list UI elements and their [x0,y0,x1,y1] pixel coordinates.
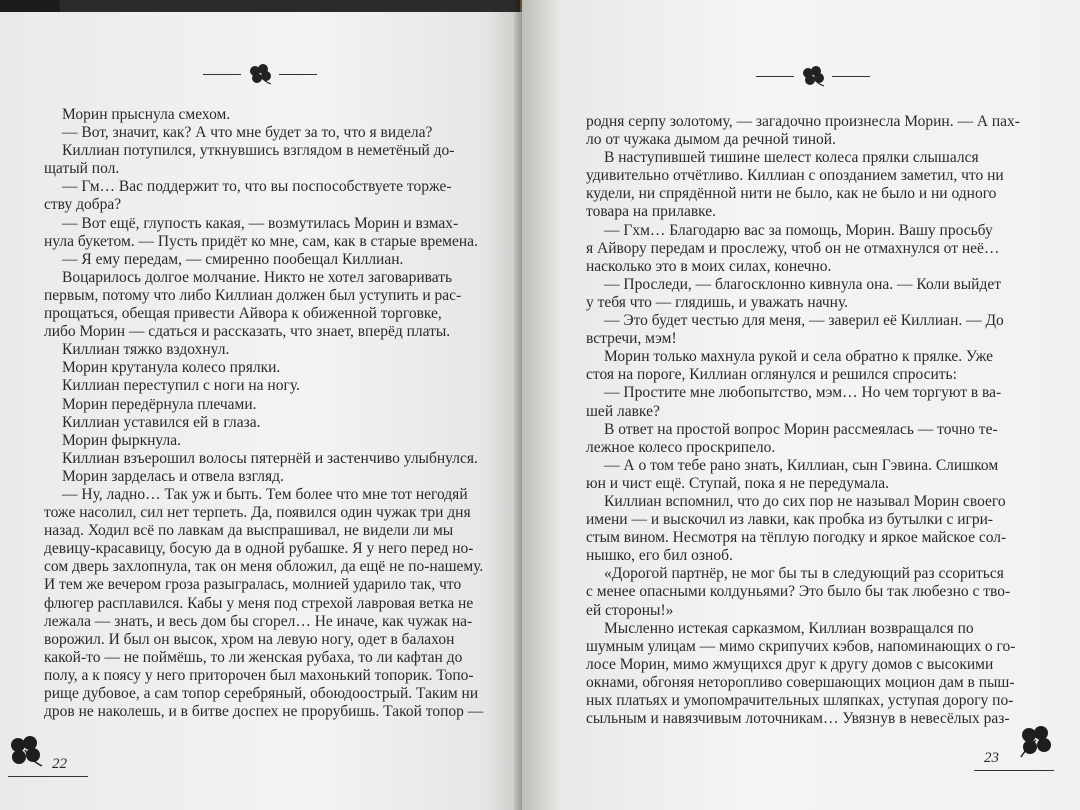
text-line: Морин прыснула смехом. [62,106,231,123]
text-line: нула букетом. — Пусть придёт ко мне, сам, как в старые времена. [44,232,478,250]
text-line: «Дорогой партнёр, не мог бы ты в следующий раз ссориться [604,565,1004,583]
ornament-rule [279,74,317,75]
text-line: стоя на пороге, Киллиан оглянулся и решился спросить: [586,366,957,384]
left-page-text [44,106,483,721]
text-line: Киллиан потупился, уткнувшись взглядом в неметёный до- [62,142,455,160]
text-line: Киллиан тяжко вздохнул. [62,341,230,359]
header-ornament [756,64,870,88]
clover-icon [1017,724,1055,758]
text-line: с менее опасными колдуньями? Это было бы так любезно с тво- [586,583,1011,601]
text-line: сыльным и навязчивым лоточникам… Увязнув в невесёлых раз- [586,710,1010,728]
right-page-text [586,113,1020,728]
text-line: девицу-красавицу, босую да в одной рубашке. Я у него перед но- [44,540,474,558]
text-line: родня серпу золотому, — загадочно произнесла Морин. — А пах- [586,113,1020,130]
text-line: Киллиан вспомнил, что до сих пор не называл Морин своего [604,492,1006,510]
text-line: ству добра? [44,196,122,214]
text-line: Морин фыркнула. [62,431,181,449]
ornament-rule [832,76,870,77]
text-line: щатый пол. [44,160,120,178]
text-line: лежное колесо проскрипело. [586,438,776,456]
ornament-rule [203,74,241,75]
text-line: ворожил. И был он высок, хром на левую ногу, одет в балахон [44,630,455,648]
text-line: удивительно отчётливо. Киллиан с опозданием заметил, что ни [586,167,1004,185]
text-line: стым вином. Несмотря на тёплую погодку и яркое майское сол- [586,529,1007,547]
clover-icon [245,63,275,85]
text-line: дров не наколешь, и в битве доспех не прорубишь. Такой топор — [44,703,484,721]
text-line: Киллиан переступил с ноги на ногу. [62,377,300,395]
text-line: Морин крутанула колесо прялки. [62,359,281,377]
text-line: — Гхм… Благодарю вас за помощь, Морин. Вашу просьбу [604,221,993,239]
text-line: — Ну, ладно… Так уж и быть. Тем более что мне тот негодяй [62,485,468,503]
ornament-rule [756,76,794,77]
text-line: — Вот ещё, глупость какая, — возмутилась Морин и взмах- [62,214,459,232]
text-line: Морин зарделась и отвела взгляд. [62,467,284,485]
left-page [0,12,522,810]
text-line: Киллиан взъерошил волосы пятернёй и застенчиво улыбнулся. [62,449,478,467]
clover-icon [798,65,828,87]
text-line: товара на прилавке. [586,203,717,221]
text-line: окнами, обгоняя неторопливо совершающих моцион дам в пыш- [586,673,1015,691]
right-page [522,0,1080,810]
text-line: флюгер расплавился. Кабы у меня под стрехой лавровая ветка не [44,594,474,612]
text-line: полу, а к поясу у него приторочен был махонький топорик. Топо- [44,666,474,684]
text-line: — Я ему передам, — смиренно пообещал Киллиан. [62,250,404,268]
page-number: 22 [52,756,67,772]
text-line: назад. Ходил всё по лавкам да выспрашивал, не видели ли мы [44,522,454,540]
text-line: В наступившей тишине шелест колеса прялки слышался [604,149,979,167]
text-line: шей лавке? [586,402,660,420]
page-number: 23 [984,750,999,766]
text-line: Киллиан уставился ей в глаза. [62,413,261,431]
clover-icon [6,734,44,768]
text-line: В ответ на простой вопрос Морин рассмеялась — точно те- [604,420,998,438]
text-line: какой-то — не поймёшь, то ли женская рубаха, то ли кафтан до [44,648,463,666]
text-line: лосе Морин, мимо жмущихся друг к другу домов с высокими [586,655,994,673]
text-line: И тем же вечером гроза разыгралась, молнией ударило так, что [44,576,462,594]
text-line: встречи, мэм! [586,330,677,348]
text-line: прощаться, обещая привести Айвора к обиженной торговке, [44,305,442,323]
text-line: ло от чужака дымом да речной тиной. [586,131,836,149]
text-line: — Простите мне любопытство, мэм… Но чем торгуют в ва- [604,384,1002,402]
header-ornament [203,62,317,86]
text-line: у тебя что — глядишь, и уважать начну. [586,293,849,311]
text-line: я Айвору передам и прослежу, чтоб он не отмахнулся от неё… [586,239,1000,257]
text-line: рище дубовое, а сам топор серебряный, обоюдоострый. Таким ни [44,685,479,702]
text-line: — А о том тебе рано знать, Киллиан, сын Гэвина. Слишком [604,456,999,474]
text-line: — Вот, значит, как? А что мне будет за то, что я видела? [62,124,433,142]
text-line: Воцарилось долгое молчание. Никто не хотел заговаривать [62,268,453,286]
text-line: кудели, ни спрядённой нити не было, как не было и ни одного [586,185,997,203]
text-line: шумным улицам — мимо скрипучих кэбов, напоминающих о го- [586,637,1016,655]
text-line: первым, потому что либо Киллиан должен был уступить и рас- [44,286,462,304]
text-line: имени — и выскочил из лавки, как пробка из бутылки с игри- [586,511,994,529]
text-line: ей стороны!» [586,601,674,619]
footer-rule [974,770,1054,771]
text-line: Мысленно истекая сарказмом, Киллиан возвращался по [604,619,974,637]
text-line: тоже насолил, сил нет терпеть. Да, появился один чужак три дня [44,504,471,522]
text-line: Морин передёрнула плечами. [62,395,257,413]
text-line: нышко, его бил озноб. [586,547,733,565]
text-line: насколько это в моих силах, конечно. [586,257,832,275]
text-line: либо Морин — сдаться и рассказать, что знает, вперёд платы. [44,323,451,341]
text-line: сом дверь захлопнула, так он меня обложил, да ещё не по-нашему. [44,558,484,576]
text-line: юн и чист ещё. Ступай, пока я не передумала. [586,474,890,492]
text-line: — Гм… Вас поддержит то, что вы поспособствуете торже- [62,178,452,196]
text-line: Морин только махнула рукой и села обратно к прялке. Уже [604,348,994,366]
text-line: ных платьях и умопомрачительных шляпках, уступая дорогу по- [586,692,1014,709]
footer-rule [8,776,88,777]
text-line: лежала — знать, и весь дом бы сгорел… Не иначе, как чужак на- [44,612,473,630]
text-line: — Это будет честью для меня, — заверил её Киллиан. — До [604,312,1004,330]
text-line: — Проследи, — благосклонно кивнула она. — Коли выйдет [604,275,1002,293]
